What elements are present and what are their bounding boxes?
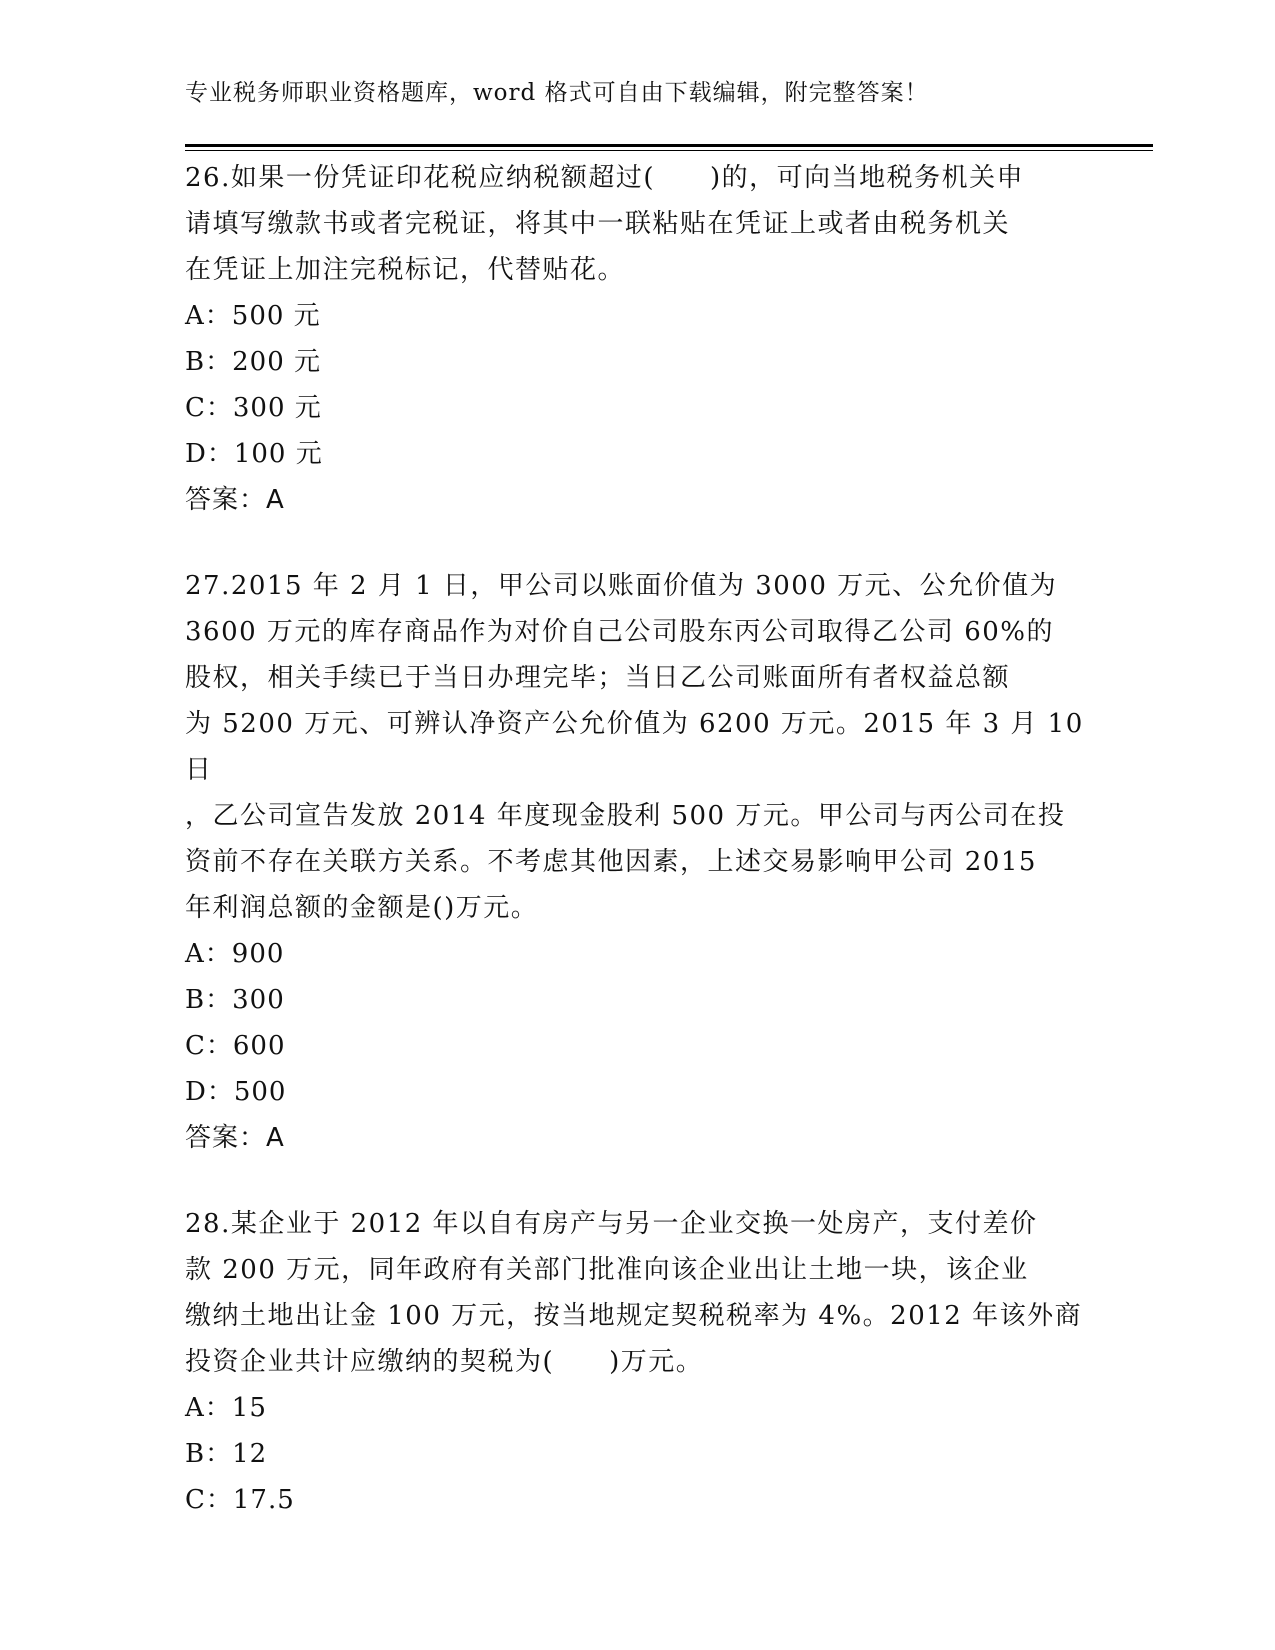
question-line: 股权，相关手续已于当日办理完毕；当日乙公司账面所有者权益总额 — [185, 663, 1011, 693]
question-list — [185, 155, 1085, 1563]
question-line: 3600 万元的库存商品作为对价自己公司股东丙公司取得乙公司 60%的 — [185, 617, 1054, 647]
option-b: B：300 — [185, 985, 285, 1015]
question-line: 在凭证上加注完税标记，代替贴花。 — [185, 255, 626, 285]
header-rule-thin — [185, 150, 1153, 151]
question-line: ，乙公司宣告发放 2014 年度现金股利 500 万元。甲公司与丙公司在投 — [185, 801, 1066, 831]
answer: 答案：A — [185, 485, 285, 515]
option-b: B：12 — [185, 1439, 268, 1469]
option-c: C：17.5 — [185, 1485, 295, 1515]
question-line: 27.2015 年 2 月 1 日，甲公司以账面价值为 3000 万元、公允价值为 — [185, 571, 1058, 601]
question-27 — [185, 563, 1085, 1161]
answer: 答案：A — [185, 1123, 285, 1153]
question-line: 为 5200 万元、可辨认净资产公允价值为 6200 万元。2015 年 3 月 10 日 — [185, 709, 1084, 785]
option-d: D：100 元 — [185, 439, 323, 469]
option-a: A：15 — [185, 1393, 267, 1423]
page-header: 专业税务师职业资格题库，word 格式可自由下载编辑，附完整答案！ — [185, 80, 929, 106]
question-line: 年利润总额的金额是()万元。 — [185, 893, 539, 923]
option-c: C：600 — [185, 1031, 286, 1061]
option-b: B：200 元 — [185, 347, 321, 377]
option-c: C：300 元 — [185, 393, 322, 423]
question-28 — [185, 1201, 1085, 1523]
question-line: 缴纳土地出让金 100 万元，按当地规定契税税率为 4%。2012 年该外商 — [185, 1301, 1083, 1331]
question-26 — [185, 155, 1085, 523]
question-line: 请填写缴款书或者完税证，将其中一联粘贴在凭证上或者由税务机关 — [185, 209, 1011, 239]
option-a: A：500 元 — [185, 301, 321, 331]
question-line: 26.如果一份凭证印花税应纳税额超过( )的，可向当地税务机关申 — [185, 163, 1025, 193]
option-a: A：900 — [185, 939, 285, 969]
header-rule-thick — [185, 144, 1153, 147]
question-line: 投资企业共计应缴纳的契税为( )万元。 — [185, 1347, 704, 1377]
question-line: 资前不存在关联方关系。不考虑其他因素，上述交易影响甲公司 2015 — [185, 847, 1037, 877]
question-line: 款 200 万元，同年政府有关部门批准向该企业出让土地一块，该企业 — [185, 1255, 1029, 1285]
question-line: 28.某企业于 2012 年以自有房产与另一企业交换一处房产，支付差价 — [185, 1209, 1038, 1239]
option-d: D：500 — [185, 1077, 287, 1107]
